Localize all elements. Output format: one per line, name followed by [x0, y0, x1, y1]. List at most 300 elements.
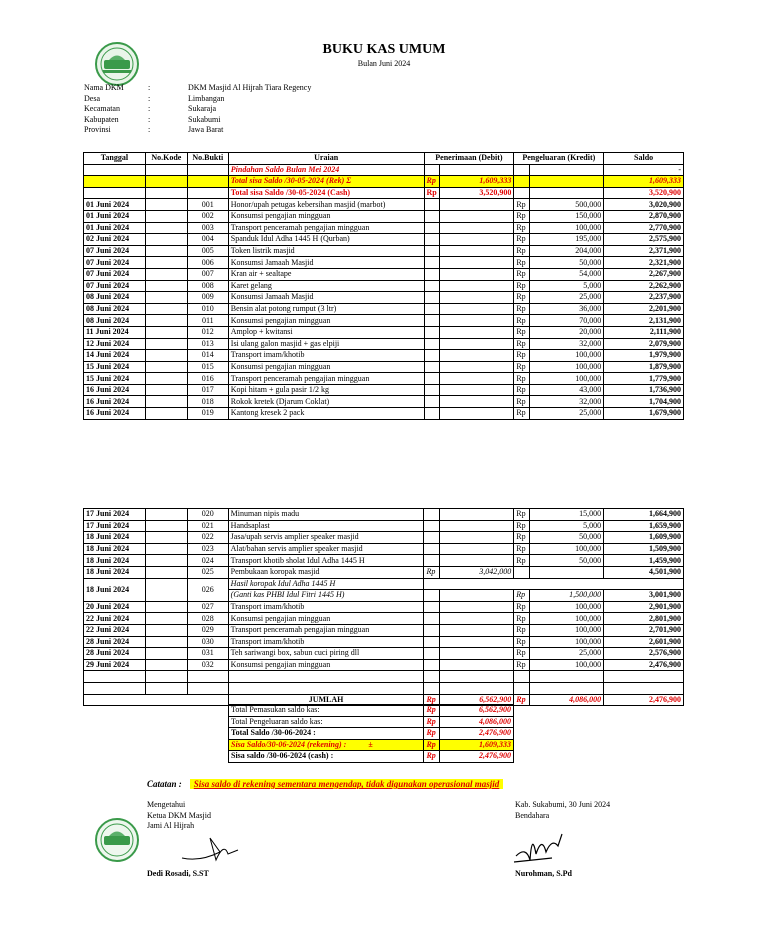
- info-row: [84, 115, 311, 126]
- cell-uraian: Konsumsi Jamaah Masjid: [228, 292, 424, 304]
- cell-no-bukti: 005: [187, 245, 228, 257]
- cell-kredit: 32,000: [530, 338, 604, 350]
- cell-rp-debit: [424, 361, 440, 373]
- cell-saldo: -: [604, 164, 684, 176]
- page-subtitle: Bulan Juni 2024: [357, 59, 411, 68]
- cell-saldo: 2,262,900: [604, 280, 684, 292]
- info-value: Limbangan: [188, 93, 225, 103]
- cell-rp-debit: [424, 601, 440, 613]
- cell-debit: [440, 315, 514, 327]
- info-row: [84, 104, 311, 115]
- cell-kredit: 15,000: [530, 509, 604, 521]
- cell-no-kode: [145, 350, 187, 362]
- cell-kredit: 150,000: [530, 210, 604, 222]
- cell-rp-debit: [424, 373, 440, 385]
- cell-saldo: 2,575,900: [604, 234, 684, 246]
- cell-debit: [440, 532, 514, 544]
- cell-rp-debit: [424, 315, 440, 327]
- cell-empty: [84, 682, 146, 694]
- cell-rp-debit: [424, 384, 440, 396]
- info-sep: :: [148, 104, 151, 113]
- sig-left-line3: Jami Al Hijrah: [147, 821, 195, 830]
- cell-no-bukti: 021: [187, 520, 228, 532]
- jumlah-rp-debit: Rp: [424, 694, 440, 706]
- cell-tanggal: 16 Juni 2024: [84, 396, 146, 408]
- cell-rp-debit: [424, 613, 440, 625]
- cell-kredit: [530, 176, 604, 188]
- cell-no-bukti: 024: [187, 555, 228, 567]
- cell-uraian: Amplop + kwitansi: [228, 326, 424, 338]
- cell-empty: [187, 671, 228, 683]
- table-row: [84, 245, 684, 257]
- cell-empty: [530, 682, 604, 694]
- info-value: Sukabumi: [188, 114, 221, 124]
- cell-rp-kredit: Rp: [514, 384, 530, 396]
- cell-tanggal: 16 Juni 2024: [84, 384, 146, 396]
- cell-uraian: Honor/upah petugas kebersihan masjid (marbot): [228, 199, 424, 211]
- cell-no-bukti: [187, 187, 228, 199]
- table-row: [84, 280, 684, 292]
- cell-kredit: 100,000: [530, 543, 604, 555]
- cell-tanggal: [84, 164, 146, 176]
- cell-empty: [145, 682, 187, 694]
- cell-no-kode: [145, 509, 187, 521]
- summary-label: [229, 739, 424, 751]
- info-sep: :: [148, 93, 151, 103]
- summary-label-text: Total Pemasukan saldo kas:: [231, 705, 320, 715]
- cell-saldo: 2,770,900: [604, 222, 684, 234]
- page-title: BUKU KAS UMUM: [322, 42, 446, 57]
- cell-no-bukti: 008: [187, 280, 228, 292]
- cell-saldo: 2,201,900: [604, 303, 684, 315]
- table-row: [84, 520, 684, 532]
- cell-rp-debit: [424, 624, 440, 636]
- table-row: [84, 543, 684, 555]
- cell-rp-kredit: Rp: [514, 624, 530, 636]
- cell-kredit: [530, 164, 604, 176]
- cell-kredit: 100,000: [530, 373, 604, 385]
- summary-value: 2,476,900: [440, 728, 514, 740]
- cell-uraian: Konsumsi pengajian mingguan: [228, 315, 424, 327]
- table-row: [84, 578, 684, 590]
- cell-tanggal: 12 Juni 2024: [84, 338, 146, 350]
- cell-no-bukti: 004: [187, 234, 228, 246]
- info-row: [84, 94, 311, 105]
- cell-rp-debit: Rp: [424, 566, 440, 578]
- cell-uraian: Kran air + sealtape: [228, 268, 424, 280]
- cell-rp-debit: [424, 408, 440, 420]
- cell-debit: [440, 659, 514, 671]
- jumlah-rp-kredit: Rp: [514, 694, 530, 706]
- summary-table: [228, 704, 514, 763]
- cell-rp-kredit: Rp: [514, 659, 530, 671]
- cell-saldo: 2,476,900: [604, 659, 684, 671]
- cell-no-bukti: 018: [187, 396, 228, 408]
- cell-kredit: [530, 187, 604, 199]
- cell-saldo: 3,520,900: [604, 187, 684, 199]
- cell-rp-debit: [424, 234, 440, 246]
- table-row: [84, 361, 684, 373]
- cell-debit: [440, 199, 514, 211]
- cell-uraian: Alat/bahan servis amplier speaker masjid: [228, 543, 424, 555]
- cell-no-kode: [145, 520, 187, 532]
- cell-rp-kredit: Rp: [514, 636, 530, 648]
- note: [147, 774, 503, 792]
- cell-no-bukti: 016: [187, 373, 228, 385]
- empty-row: [84, 671, 684, 683]
- cell-rp-kredit: Rp: [514, 520, 530, 532]
- cell-no-kode: [145, 601, 187, 613]
- note-label: Catatan :: [147, 779, 182, 789]
- cell-no-kode: [145, 648, 187, 660]
- cell-no-kode: [145, 257, 187, 269]
- jumlah-label: JUMLAH: [228, 694, 424, 706]
- table-row: [84, 659, 684, 671]
- table-row: [84, 199, 684, 211]
- cell-no-bukti: 028: [187, 613, 228, 625]
- cell-saldo: 3,001,900: [604, 590, 684, 602]
- cell-rp-kredit: Rp: [514, 408, 530, 420]
- cell-tanggal: 17 Juni 2024: [84, 509, 146, 521]
- cell-no-kode: [145, 613, 187, 625]
- info-value: Sukaraja: [188, 104, 216, 113]
- cell-uraian: Transport penceramah pengajian mingguan: [228, 624, 424, 636]
- signature-right-scribble: [512, 826, 572, 870]
- cell-tanggal: 14 Juni 2024: [84, 350, 146, 362]
- cell-debit: 3,520,900: [440, 187, 514, 199]
- cell-no-kode: [145, 636, 187, 648]
- cell-rp-kredit: Rp: [514, 326, 530, 338]
- cell-no-kode: [145, 222, 187, 234]
- cell-no-kode: [145, 315, 187, 327]
- col-uraian: Uraian: [228, 153, 424, 165]
- cell-no-kode: [145, 326, 187, 338]
- cell-empty: [84, 694, 229, 706]
- cell-saldo: 2,321,900: [604, 257, 684, 269]
- cell-debit: [440, 396, 514, 408]
- cell-rp-debit: [424, 338, 440, 350]
- cell-debit: [440, 601, 514, 613]
- cell-rp-kredit: Rp: [514, 361, 530, 373]
- summary-label: [229, 751, 424, 763]
- col-penerimaan: Penerimaan (Debit): [424, 153, 514, 165]
- cell-rp-kredit: Rp: [514, 315, 530, 327]
- cell-rp-kredit: Rp: [514, 613, 530, 625]
- summary-rp: Rp: [424, 716, 440, 728]
- cell-no-kode: [145, 384, 187, 396]
- cell-rp-kredit: Rp: [514, 532, 530, 544]
- cell-tanggal: 07 Juni 2024: [84, 280, 146, 292]
- cell-tanggal: [84, 176, 146, 188]
- table-row: [84, 384, 684, 396]
- cell-kredit: 100,000: [530, 361, 604, 373]
- info-sep: :: [148, 83, 151, 92]
- note-text: Sisa saldo di rekening sementara mengendap, tidak digunakan operasional masjid: [190, 779, 504, 789]
- cell-kredit: 25,000: [530, 648, 604, 660]
- cell-tanggal: 16 Juni 2024: [84, 408, 146, 420]
- table-row: [84, 234, 684, 246]
- cell-saldo: 2,901,900: [604, 601, 684, 613]
- info-label: Kabupaten: [84, 114, 119, 124]
- cell-saldo: 2,079,900: [604, 338, 684, 350]
- cell-debit: [440, 384, 514, 396]
- cell-rp-kredit: Rp: [514, 280, 530, 292]
- cell-empty: [604, 682, 684, 694]
- cell-no-kode: [145, 187, 187, 199]
- jumlah-kredit: 4,086,000: [530, 694, 604, 706]
- cell-rp-debit: [424, 268, 440, 280]
- cell-uraian: Kopi hitam + gula pasir 1/2 kg: [228, 384, 424, 396]
- cell-debit: [440, 222, 514, 234]
- cell-debit: [440, 590, 514, 602]
- cell-saldo: 1,704,900: [604, 396, 684, 408]
- cell-debit: [440, 361, 514, 373]
- jumlah-saldo: 2,476,900: [604, 694, 684, 706]
- cell-tanggal: 28 Juni 2024: [84, 648, 146, 660]
- cell-rp-debit: [424, 659, 440, 671]
- signature-left-scribble: [180, 832, 240, 866]
- cell-debit: [440, 555, 514, 567]
- cell-debit: [440, 257, 514, 269]
- cell-debit: [440, 210, 514, 222]
- info-row: [84, 125, 311, 136]
- cell-saldo: 2,111,900: [604, 326, 684, 338]
- cell-no-bukti: 020: [187, 509, 228, 521]
- cell-rp-kredit: Rp: [514, 292, 530, 304]
- cell-debit: [440, 280, 514, 292]
- cell-debit: [440, 520, 514, 532]
- cell-rp-debit: [424, 509, 440, 521]
- cell-rp-kredit: [514, 176, 530, 188]
- cell-rp-debit: [424, 636, 440, 648]
- cell-rp-kredit: Rp: [514, 268, 530, 280]
- cell-tanggal: 18 Juni 2024: [84, 578, 146, 601]
- cell-no-bukti: 015: [187, 361, 228, 373]
- cash-book-table: [83, 152, 684, 420]
- cell-tanggal: 02 Juni 2024: [84, 234, 146, 246]
- col-no-bukti: No.Bukti: [187, 153, 228, 165]
- cell-debit: [440, 509, 514, 521]
- cell-uraian: Kantong kresek 2 pack: [228, 408, 424, 420]
- cell-debit: [440, 245, 514, 257]
- cell-uraian: Total sisa Saldo /30-05-2024 (Rek) Σ: [228, 176, 424, 188]
- cell-debit: [440, 636, 514, 648]
- cell-tanggal: 11 Juni 2024: [84, 326, 146, 338]
- cell-no-kode: [145, 280, 187, 292]
- cell-no-kode: [145, 303, 187, 315]
- cell-uraian: Bensin alat potong rumput (3 ltr): [228, 303, 424, 315]
- cell-uraian: Transport penceramah pengajian mingguan: [228, 222, 424, 234]
- cell-tanggal: 20 Juni 2024: [84, 601, 146, 613]
- table-row: [84, 222, 684, 234]
- summary-row: [229, 716, 514, 728]
- cell-rp-kredit: Rp: [514, 338, 530, 350]
- cell-tanggal: 28 Juni 2024: [84, 636, 146, 648]
- cell-rp-debit: [424, 222, 440, 234]
- cell-no-kode: [145, 164, 187, 176]
- cell-rp-kredit: Rp: [514, 543, 530, 555]
- dkm-stamp: [95, 818, 139, 862]
- cell-no-kode: [145, 659, 187, 671]
- cell-rp-kredit: Rp: [514, 555, 530, 567]
- empty-row: [84, 682, 684, 694]
- signature-left: [147, 800, 211, 832]
- cell-no-bukti: [187, 176, 228, 188]
- table-row: [84, 532, 684, 544]
- table-row: [84, 555, 684, 567]
- cell-debit: [440, 624, 514, 636]
- cash-book-table-continued: [83, 508, 684, 706]
- cell-rp-kredit: [514, 566, 530, 578]
- info-label: Provinsi: [84, 125, 111, 134]
- summary-value: 4,086,000: [440, 716, 514, 728]
- cell-empty: [530, 671, 604, 683]
- summary-row: [229, 728, 514, 740]
- table-row: [84, 636, 684, 648]
- cell-kredit: 204,000: [530, 245, 604, 257]
- table-row: [84, 624, 684, 636]
- cell-no-kode: [145, 199, 187, 211]
- cell-no-bukti: 010: [187, 303, 228, 315]
- cell-no-bukti: 009: [187, 292, 228, 304]
- cell-debit: 1,609,333: [440, 176, 514, 188]
- cell-tanggal: 29 Juni 2024: [84, 659, 146, 671]
- summary-rp: Rp: [424, 705, 440, 717]
- cell-uraian: Pindahan Saldo Bulan Mei 2024: [228, 164, 424, 176]
- cell-rp-kredit: Rp: [514, 396, 530, 408]
- cell-rp-kredit: Rp: [514, 373, 530, 385]
- cell-tanggal: 08 Juni 2024: [84, 292, 146, 304]
- cell-rp-debit: Rp: [424, 176, 440, 188]
- cell-no-kode: [145, 532, 187, 544]
- cell-debit: [440, 613, 514, 625]
- info-value: DKM Masjid Al Hijrah Tiara Regency: [188, 83, 312, 92]
- summary-row: [229, 739, 514, 751]
- sig-left-line1: Mengetahui: [147, 800, 186, 809]
- cell-no-bukti: 022: [187, 532, 228, 544]
- table-row: [84, 268, 684, 280]
- cell-no-bukti: 026: [187, 578, 228, 601]
- cell-rp-debit: [424, 164, 440, 176]
- cell-saldo: 4,501,900: [604, 566, 684, 578]
- cell-kredit: 100,000: [530, 636, 604, 648]
- cell-debit: [440, 373, 514, 385]
- col-saldo: Saldo: [604, 153, 684, 165]
- cell-rp-kredit: [514, 187, 530, 199]
- cell-rp-kredit: Rp: [514, 234, 530, 246]
- cell-rp-kredit: Rp: [514, 350, 530, 362]
- cell-no-bukti: 012: [187, 326, 228, 338]
- cell-rp-kredit: Rp: [514, 648, 530, 660]
- cell-no-kode: [145, 338, 187, 350]
- cell-kredit: [530, 566, 604, 578]
- cell-no-bukti: 014: [187, 350, 228, 362]
- cell-debit: [440, 408, 514, 420]
- cell-uraian: Isi ulang galon masjid + gas elpiji: [228, 338, 424, 350]
- cell-no-bukti: 007: [187, 268, 228, 280]
- cell-saldo: 2,237,900: [604, 292, 684, 304]
- cell-rp-debit: [424, 590, 440, 602]
- info-label: Desa: [84, 93, 100, 103]
- cell-saldo: 1,509,900: [604, 543, 684, 555]
- cell-rp-debit: [424, 303, 440, 315]
- cell-rp-debit: [424, 555, 440, 567]
- summary-label-text: Total Saldo /30-06-2024 :: [231, 728, 316, 738]
- info-sep: :: [148, 114, 151, 124]
- cell-saldo: 2,371,900: [604, 245, 684, 257]
- summary-symbol: ±: [368, 739, 373, 749]
- cell-kredit: 32,000: [530, 396, 604, 408]
- info-block: [84, 83, 311, 136]
- table-row: [84, 315, 684, 327]
- cell-saldo: 1,664,900: [604, 509, 684, 521]
- cell-kredit: 50,000: [530, 555, 604, 567]
- cell-rp-debit: [424, 396, 440, 408]
- cell-tanggal: 07 Juni 2024: [84, 268, 146, 280]
- cell-no-bukti: 002: [187, 210, 228, 222]
- cell-kredit: 43,000: [530, 384, 604, 396]
- cell-uraian: Token listrik masjid: [228, 245, 424, 257]
- table-row: [84, 303, 684, 315]
- cell-empty: [84, 671, 146, 683]
- table-row: [84, 338, 684, 350]
- cell-tanggal: 15 Juni 2024: [84, 361, 146, 373]
- summary-label: [229, 728, 424, 740]
- cell-uraian: Transport khotib sholat Idul Adha 1445 H: [228, 555, 424, 567]
- cell-no-bukti: 030: [187, 636, 228, 648]
- cell-kredit: 54,000: [530, 268, 604, 280]
- cell-rp-debit: [424, 257, 440, 269]
- cell-saldo: 1,779,900: [604, 373, 684, 385]
- cell-empty: [424, 682, 440, 694]
- cell-empty: [145, 671, 187, 683]
- cell-no-bukti: 001: [187, 199, 228, 211]
- cell-kredit: 100,000: [530, 222, 604, 234]
- cell-uraian: Transport imam/khotib: [228, 601, 424, 613]
- cell-rp-kredit: Rp: [514, 245, 530, 257]
- cell-kredit: 1,500,000: [530, 590, 604, 602]
- cell-no-kode: [145, 361, 187, 373]
- summary-row: [229, 751, 514, 763]
- table-row: [84, 509, 684, 521]
- signature-right: [515, 800, 610, 821]
- cell-no-kode: [145, 373, 187, 385]
- cell-uraian: Transport imam/khotib: [228, 636, 424, 648]
- sig-right-line2: Bendahara: [515, 810, 550, 820]
- cell-no-kode: [145, 408, 187, 420]
- cell-tanggal: 08 Juni 2024: [84, 315, 146, 327]
- sig-right-name: Nurohman, S.Pd: [515, 869, 572, 878]
- cell-tanggal: 08 Juni 2024: [84, 303, 146, 315]
- cell-rp-kredit: Rp: [514, 303, 530, 315]
- sig-left-line2: Ketua DKM Masjid: [147, 810, 211, 820]
- cell-rp-debit: [424, 326, 440, 338]
- cell-kredit: 5,000: [530, 520, 604, 532]
- table-row: [84, 373, 684, 385]
- cell-no-kode: [145, 555, 187, 567]
- info-label: Nama DKM: [84, 83, 124, 92]
- cell-saldo: 3,020,900: [604, 199, 684, 211]
- cell-uraian: Total sisa Saldo /30-05-2024 (Cash): [228, 187, 424, 199]
- cell-saldo: 1,459,900: [604, 555, 684, 567]
- cell-kredit: 5,000: [530, 280, 604, 292]
- cell-tanggal: 18 Juni 2024: [84, 555, 146, 567]
- cell-tanggal: 22 Juni 2024: [84, 624, 146, 636]
- cell-empty: [604, 671, 684, 683]
- cell-no-bukti: 013: [187, 338, 228, 350]
- cell-no-kode: [145, 543, 187, 555]
- cell-rp-debit: [424, 292, 440, 304]
